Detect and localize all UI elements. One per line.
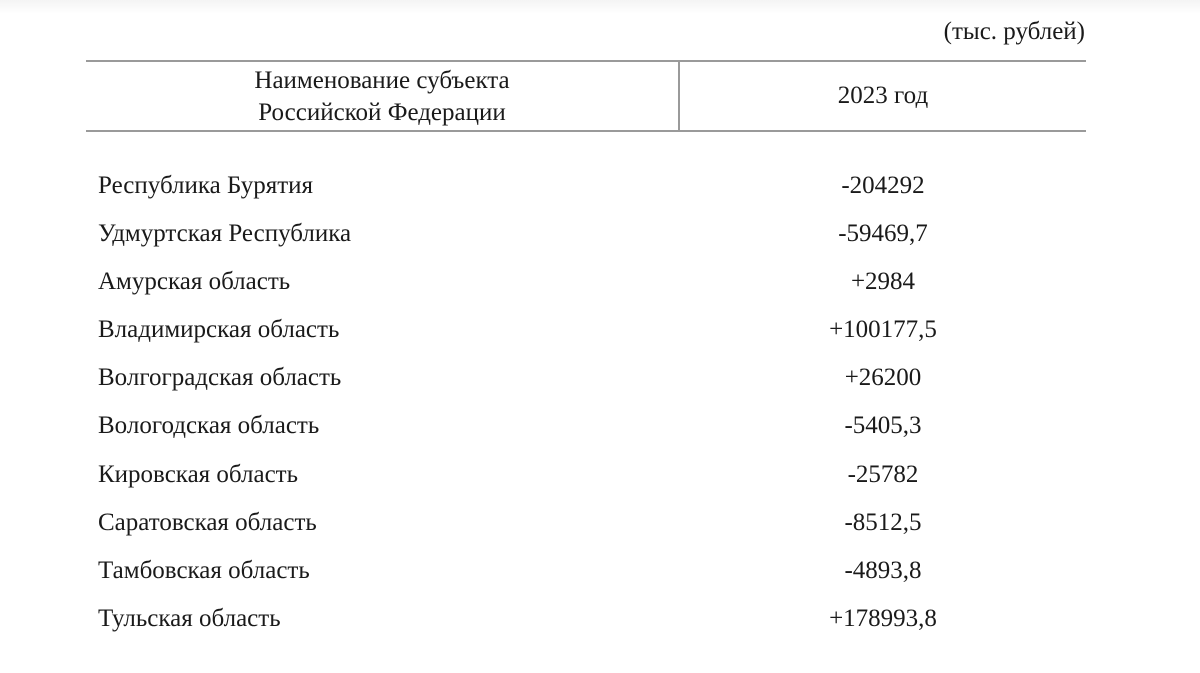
region-name: Тульская область [98,604,281,632]
region-value: -25782 [847,460,919,488]
column-header-subject-line1: Наименование субъекта [254,67,510,94]
units-note: (тыс. рублей) [943,18,1085,45]
region-value: +178993,8 [829,604,937,632]
table-row [86,354,1086,402]
region-name: Амурская область [98,268,291,296]
table-row [86,210,1086,258]
region-name: Вологодская область [98,412,320,440]
region-name: Республика Бурятия [98,172,314,199]
region-name: Кировская область [98,460,299,488]
table-row [86,451,1086,499]
region-name: Тамбовская область [98,556,310,584]
region-value: +26200 [844,364,922,392]
region-value: -5405,3 [844,412,922,440]
table-row [86,499,1086,547]
table-row [86,258,1086,306]
table-row [86,402,1086,450]
region-value: -8512,5 [844,508,922,536]
header-bottom-rule [86,130,1086,132]
region-value: +100177,5 [829,316,937,344]
table-row [86,547,1086,595]
region-name: Удмуртская Республика [98,220,352,248]
table-row [86,595,1086,643]
region-name: Владимирская область [98,316,340,344]
region-name: Саратовская область [98,508,317,536]
region-value: +2984 [850,268,916,296]
column-header-subject-line2: Российской Федерации [258,99,506,126]
region-value: -204292 [841,172,925,199]
table-body [86,162,1086,643]
column-header-subject [86,64,678,130]
column-header-year: 2023 год [837,82,929,109]
scan-top-edge [0,0,1200,14]
region-name: Волгоградская область [98,364,342,392]
table-row [86,306,1086,354]
region-value: -59469,7 [838,220,928,248]
table-row [86,162,1086,210]
budget-table [86,60,1086,640]
region-value: -4893,8 [844,556,922,584]
